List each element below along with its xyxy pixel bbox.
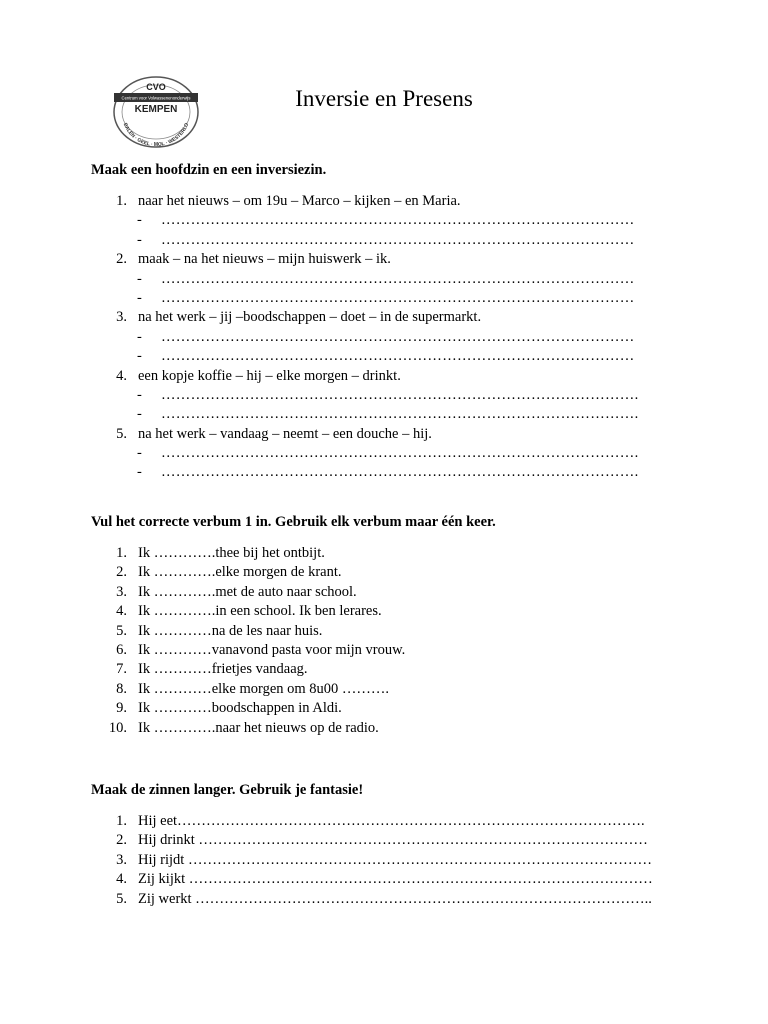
answer-line: - …………………………………………………………………………………….: [137, 386, 639, 403]
exercise-item: 8. Ik …………elke morgen om 8u00 ……….: [116, 680, 390, 697]
page-title: Inversie en Presens: [295, 86, 473, 111]
logo-ring-text: BALEN · GEEL · MOL · WESTERLO: [121, 122, 191, 148]
exercise-item: 2. Ik ………….elke morgen de krant.: [116, 564, 342, 581]
exercise-item: 10. Ik ………….naar het nieuws op de radio.: [108, 719, 379, 736]
section3-heading: Maak de zinnen langer. Gebruik je fantasie!: [91, 782, 364, 798]
exercise-item: 6. Ik …………vanavond pasta voor mijn vrouw.: [116, 641, 406, 658]
answer-line: - ……………………………………………………………………………………: [137, 270, 635, 287]
exercise-item: 3. na het werk – jij –boodschappen – doet – in de supermarkt.: [116, 309, 482, 326]
answer-line: - …………………………………………………………………………………….: [137, 445, 639, 462]
answer-line: - ……………………………………………………………………………………: [137, 231, 635, 248]
exercise-item: 7. Ik …………frietjes vandaag.: [116, 661, 308, 678]
logo-cvo-text: CVO: [146, 82, 166, 92]
answer-line: - ……………………………………………………………………………………: [137, 348, 635, 365]
exercise-item: 5. Ik …………na de les naar huis.: [116, 622, 323, 639]
exercise-item: 3. Hij rijdt ……………………………………………………………………………………: [116, 851, 652, 868]
exercise-item: 4. Zij kijkt ……………………………………………………………………………………: [116, 871, 653, 888]
answer-line: - …………………………………………………………………………………….: [137, 406, 639, 423]
exercise-item: 2. Hij drinkt …………………………………………………………………………………: [116, 832, 648, 849]
exercise-item: 4. een kopje koffie – hij – elke morgen – drinkt.: [116, 367, 401, 384]
exercise-item: 5. na het werk – vandaag – neemt – een douche – hij.: [116, 425, 432, 442]
section3-list: [91, 812, 691, 909]
exercise-item: 1. naar het nieuws – om 19u – Marco – kijken – en Maria.: [116, 193, 461, 209]
logo-kempen-text: KEMPEN: [134, 104, 178, 115]
section2-list: [91, 544, 691, 738]
exercise-item: 2. maak – na het nieuws – mijn huiswerk – ik.: [116, 251, 391, 268]
exercise-item: 1. Hij eet…………………………………………………………………………………….: [116, 813, 645, 829]
section1-list: [91, 192, 691, 483]
answer-line: - ……………………………………………………………………………………: [137, 328, 635, 345]
section1-heading: Maak een hoofdzin en een inversiezin.: [91, 162, 327, 178]
exercise-item: 9. Ik …………boodschappen in Aldi.: [116, 700, 342, 717]
section2-heading: Vul het correcte verbum 1 in. Gebruik elk verbum maar één keer.: [91, 514, 496, 530]
logo-band-text: Centrum voor Volwassenenonderwijs: [121, 95, 191, 101]
answer-line: - …………………………………………………………………………………….: [137, 464, 639, 481]
exercise-item: 5. Zij werkt …………………………………………………………………………………..: [116, 890, 652, 907]
exercise-item: 4. Ik ………….in een school. Ik ben lerares.: [116, 603, 382, 620]
exercise-item: 3. Ik ………….met de auto naar school.: [116, 583, 357, 600]
exercise-item: 1. Ik ………….thee bij het ontbijt.: [116, 545, 325, 561]
answer-line: - ……………………………………………………………………………………: [137, 212, 635, 229]
answer-line: - ……………………………………………………………………………………: [137, 289, 635, 306]
